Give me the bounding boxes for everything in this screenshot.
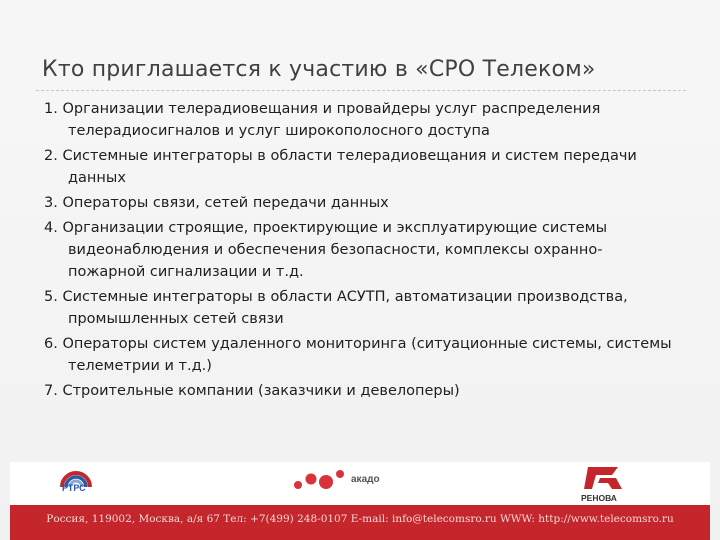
list-item-text [44,192,694,214]
participant-list [44,98,694,405]
renova-logo-text: РЕНОВА [581,493,617,503]
list-item [44,380,694,402]
list-item-text [44,217,694,239]
list-item-number: 7. [44,383,58,399]
list-item-number: 5. [44,289,58,305]
footer-contact-bar [10,505,710,540]
slide-title: Кто приглашается к участию в «СРО Телеком» [42,57,596,82]
footer-contact-text: Россия, 119002, Москва, а/я 67 Тел: +7(499) 248-0107 E-mail: info@telecomsro.ru WWW: http://www.telecomsro.ru [46,513,674,525]
akado-dots-icon [290,465,400,497]
list-item-text [44,145,694,167]
list-item-text [44,286,694,308]
list-item-line: Организации телерадиовещания и провайдеры услуг распределения [62,101,601,117]
list-item [44,333,694,377]
list-item [44,286,694,330]
list-item-number: 2. [44,148,58,164]
list-item [44,98,694,142]
list-item-line: Строительные компании (заказчики и девелоперы) [62,383,460,399]
list-item [44,217,694,283]
list-item [44,145,694,189]
renova-logo [578,463,628,505]
rtrs-logo [50,465,110,503]
list-item-number: 1. [44,101,58,117]
list-item-continuation: пожарной сигнализации и т.д. [68,264,304,280]
list-item-line: Операторы систем удаленного мониторинга (ситуационные системы, системы [62,336,672,352]
list-item-text [44,333,694,355]
list-item [44,192,694,214]
rtrs-logo-text: РТРС [62,483,86,493]
list-item-text [44,380,694,402]
akado-logo [290,465,400,497]
list-item-number: 6. [44,336,58,352]
title-divider [36,90,686,91]
list-item-text [44,98,694,120]
list-item-line: Операторы связи, сетей передачи данных [62,195,389,211]
list-item-continuation: телерадиосигналов и услуг широкополосного доступа [68,123,490,139]
list-item-continuation: телеметрии и т.д.) [68,358,212,374]
list-item-number: 3. [44,195,58,211]
renova-mark-icon [578,463,628,493]
list-item-number: 4. [44,220,58,236]
list-item-line: Системные интеграторы в области телерадиовещания и систем передачи [62,148,637,164]
list-item-continuation: видеонаблюдения и обеспечения безопасности, комплексы охранно- [68,242,603,258]
list-item-line: Системные интеграторы в области АСУТП, автоматизации производства, [62,289,628,305]
list-item-line: Организации строящие, проектирующие и эксплуатирующие системы [62,220,608,236]
list-item-continuation: промышленных сетей связи [68,311,284,327]
akado-logo-text: акадо [351,474,380,485]
list-item-continuation: данных [68,170,126,186]
